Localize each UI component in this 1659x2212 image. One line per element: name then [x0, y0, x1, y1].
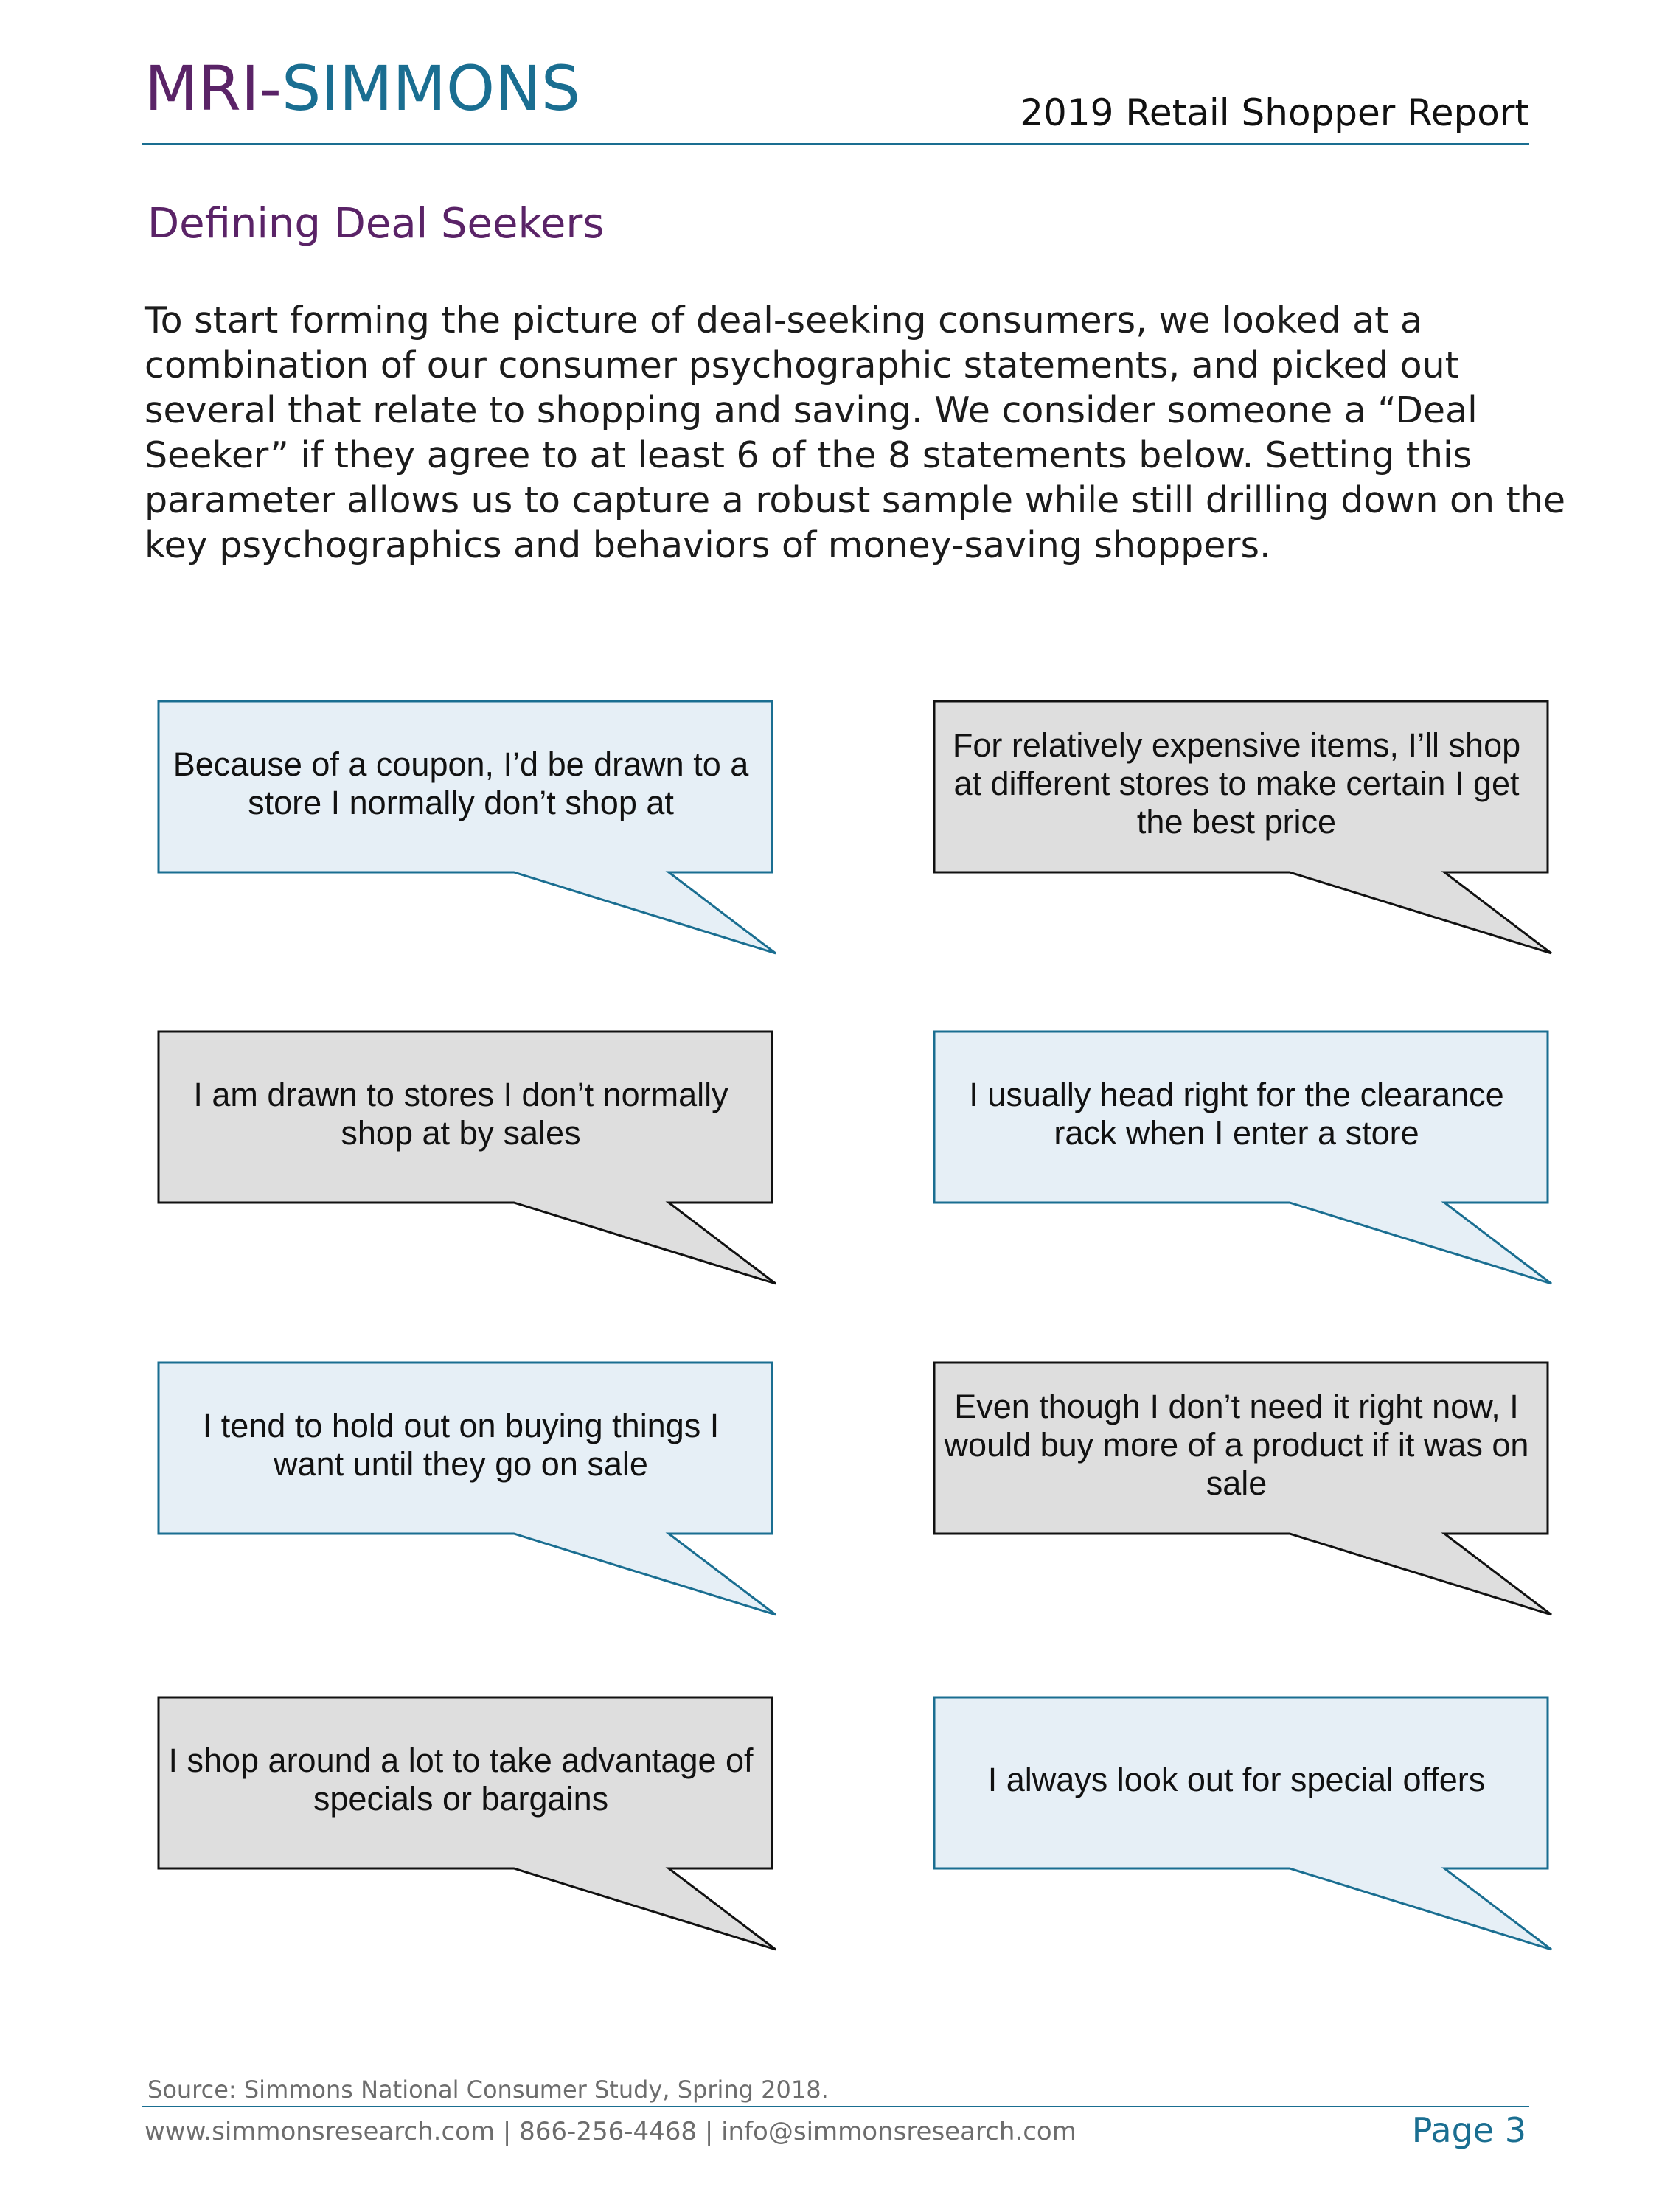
section-title: Defining Deal Seekers [147, 200, 605, 248]
statement-text: Even though I don’t need it right now, I would buy more of a product if it was on sale [944, 1388, 1529, 1502]
statement-text: I am drawn to stores I don’t normally shop at by sales [193, 1076, 728, 1152]
statement-text: Because of a coupon, I’d be drawn to a store I normally don’t shop at [173, 745, 749, 821]
source-note: Source: Simmons National Consumer Study, Spring 2018. [147, 2076, 829, 2104]
statement-text: I always look out for special offers [987, 1761, 1486, 1798]
statement-text: I usually head right for the clearance rack when I enter a store [969, 1076, 1504, 1152]
statement-bubble [155, 1028, 782, 1293]
header-rule [142, 143, 1529, 145]
brand-logo-mri: MRI [145, 52, 260, 125]
statement-text: I tend to hold out on buying things I want until they go on sale [202, 1407, 720, 1483]
report-title: 2019 Retail Shopper Report [1020, 91, 1529, 134]
intro-paragraph: To start forming the picture of deal-seeking consumers, we looked at a combination of our consumer psychographic statements, and picked out several that relate to shopping and saving. We consider someone a “Deal Seeker” if they agree to at least 6 of the 8 statements below. Setting this parameter allows us to capture a robust sample while still drilling down on the key psychographics and behaviors of money-saving shoppers. [145, 299, 1566, 566]
statement-bubble [931, 1028, 1557, 1293]
statement-bubble [931, 1694, 1557, 1959]
contact-line: www.simmonsresearch.com | 866-256-4468 | info@simmonsresearch.com [145, 2117, 1077, 2146]
brand-logo-simmons: SIMMONS [281, 52, 581, 125]
statement-bubble [155, 1359, 782, 1624]
statement-text: For relatively expensive items, I’ll shop at different stores to make certain I get the best price [952, 726, 1521, 841]
statement-text: I shop around a lot to take advantage of specials or bargains [168, 1742, 754, 1818]
brand-logo [145, 52, 581, 125]
statement-bubble [931, 1359, 1557, 1624]
statement-bubble [155, 1694, 782, 1959]
brand-logo-dash: - [259, 52, 282, 125]
statement-bubble [155, 698, 782, 963]
page-number: Page 3 [1411, 2110, 1526, 2150]
statement-bubble [931, 698, 1557, 963]
footer-rule [142, 2106, 1529, 2107]
